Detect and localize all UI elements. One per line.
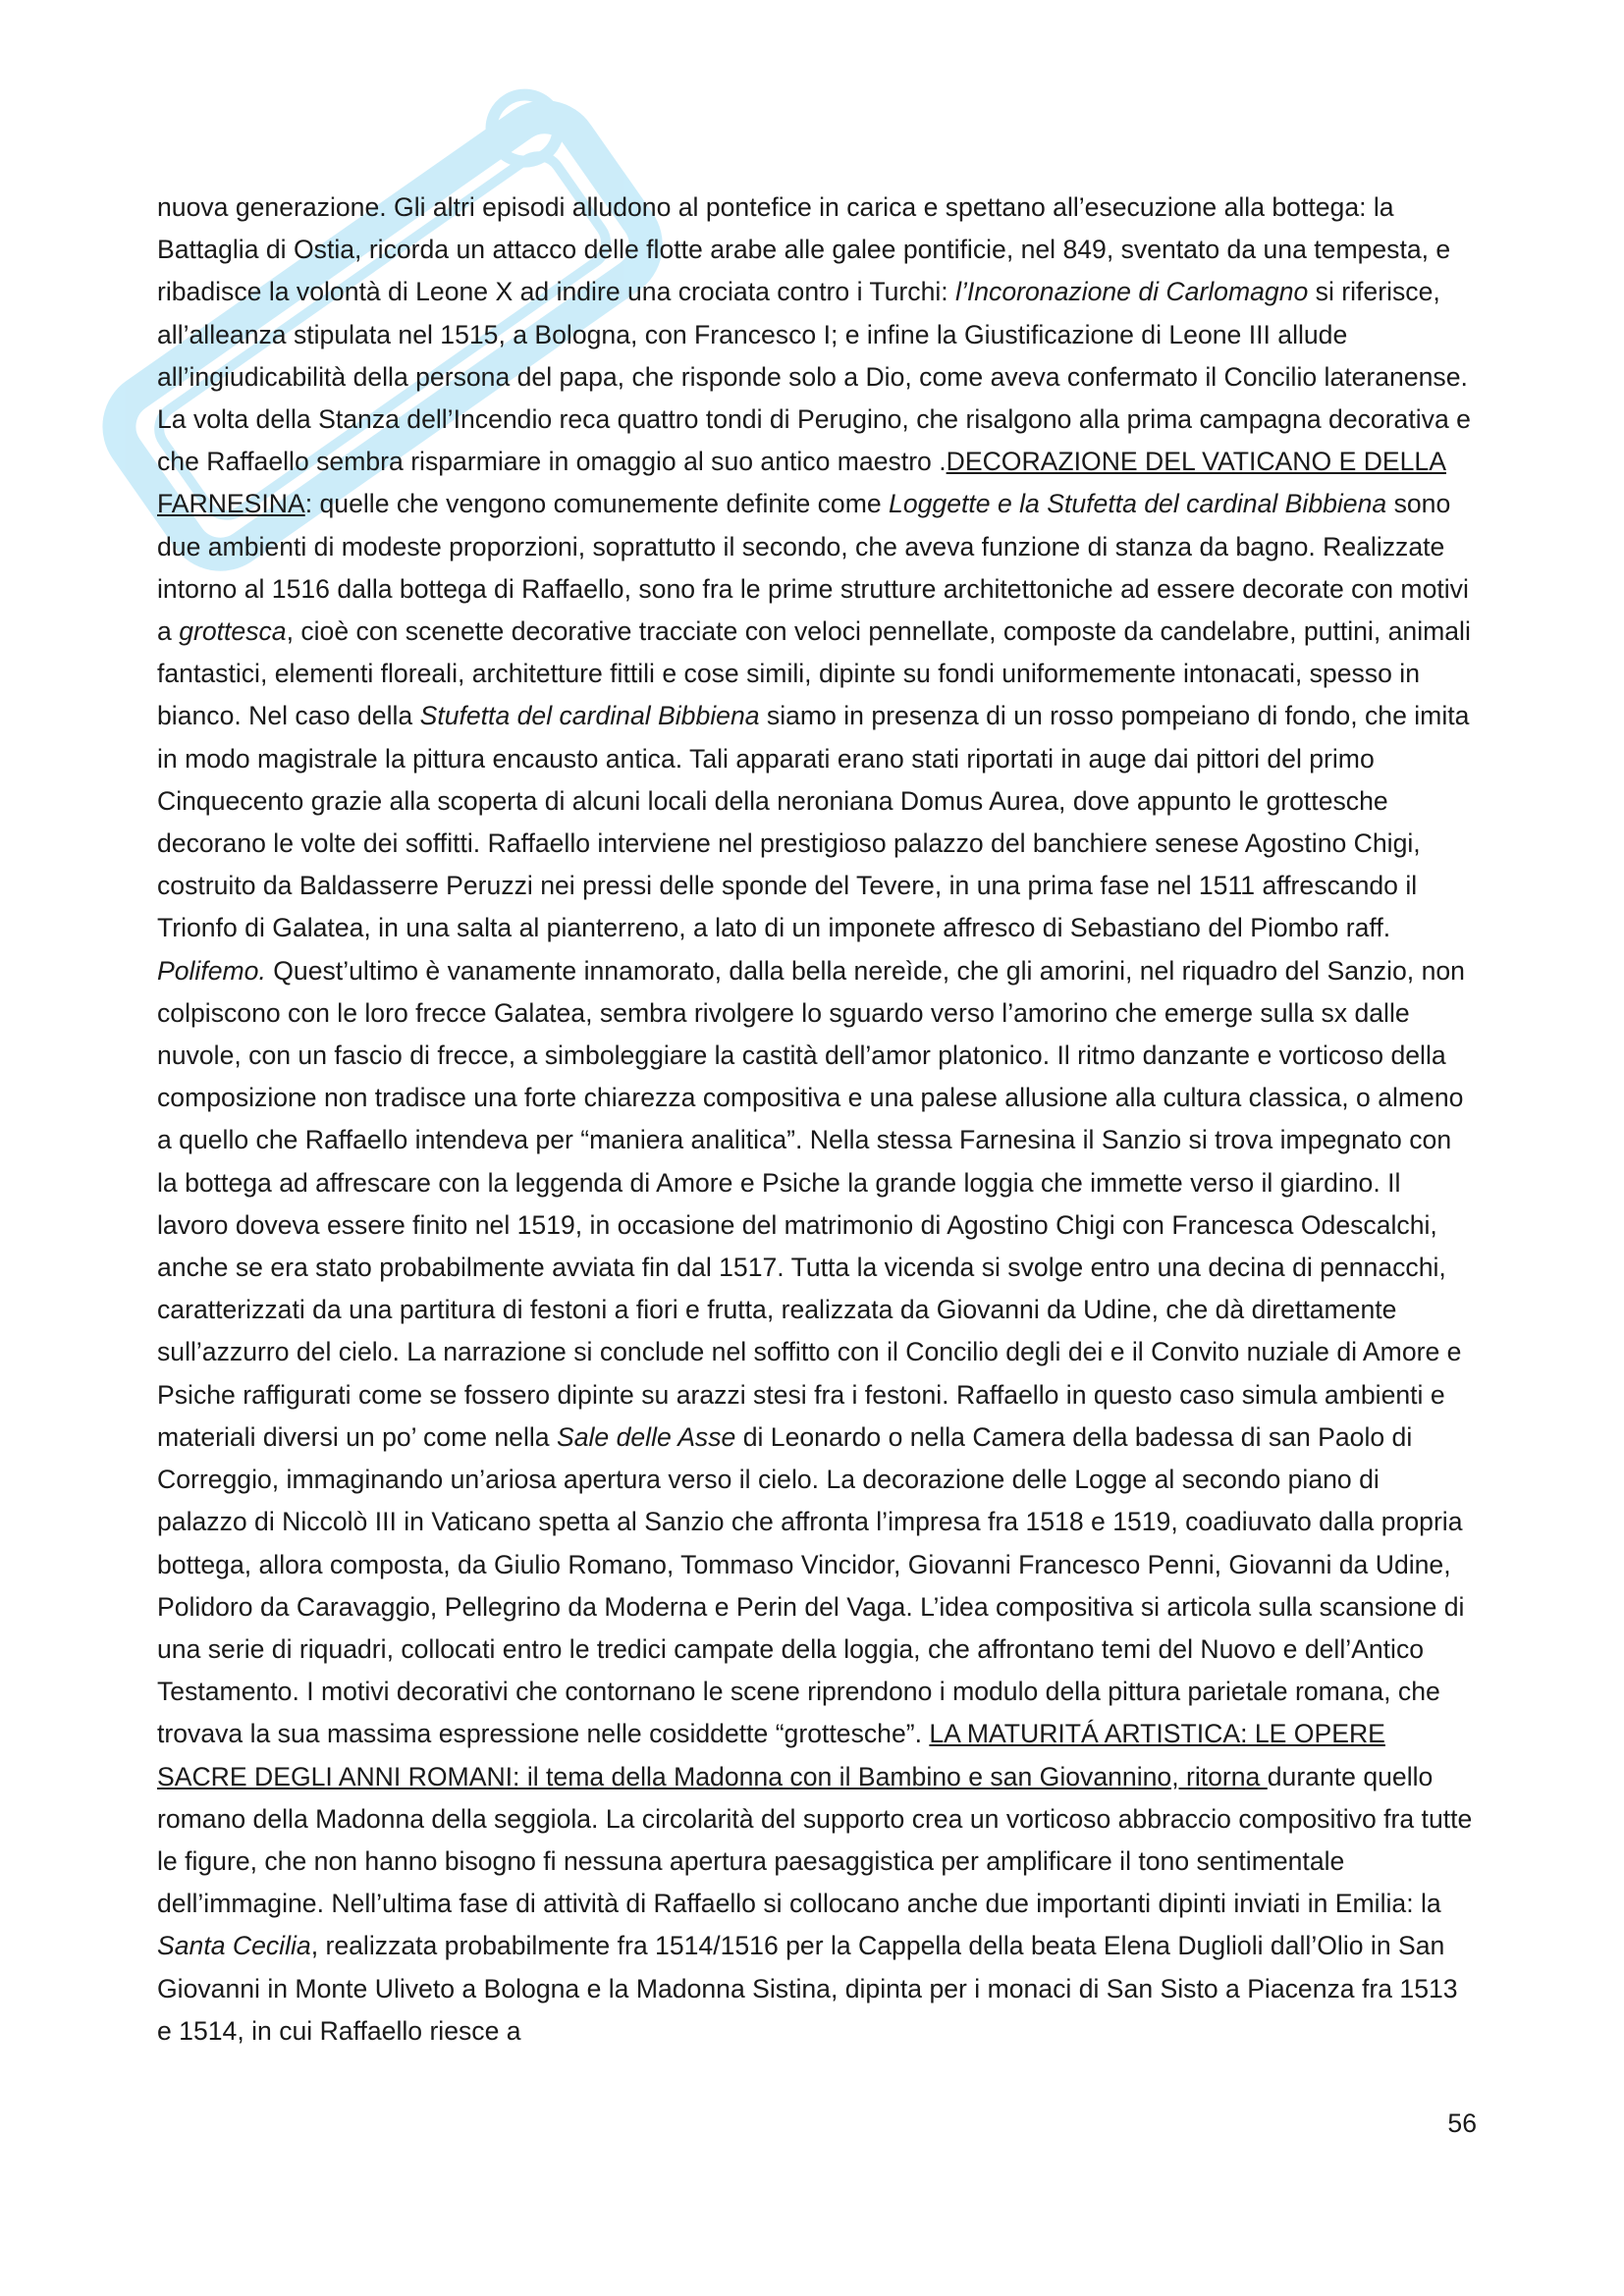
text-run: nuova generazione. Gli altri episodi alludono al pontefice in carica e spettano all’esecuzione alla bottega: la Battaglia di Ostia, ricorda un attacco delle flotte arabe alle galee pontificie, nel 849, sventato da una tempesta, e ribadisce la volontà di Leone X ad indire una crociata contro i Turchi:: [157, 192, 1451, 307]
section-heading-decorazione: DECORAZIONE DEL VATICANO E DELLA FARNESINA: [157, 447, 1446, 519]
italic-run: Stufetta del cardinal Bibbiena: [419, 701, 760, 731]
text-run: siamo in presenza di un rosso pompeiano di fondo, che imita in modo magistrale la pittura encausto antica. Tali apparati erano stati riportati in auge dai pittori del primo Cinquecento grazie alla scoperta di alcuni locali della neroniana Domus Aurea, dove appunto le grottesche decorano le volte dei soffitti. Raffaello interviene nel prestigioso palazzo del banchiere senese Agostino Chigi, costruito da Baldasserre Peruzzi nei pressi delle sponde del Tevere, in una prima fase nel 1511 affrescando il Trionfo di Galatea, in una salta al pianterreno, a lato di un imponete affresco di Sebastiano del Piombo raff.: [157, 701, 1470, 943]
page-number: 56: [1447, 2109, 1477, 2138]
section-heading-maturita: LA MATURITÁ ARTISTICA: LE OPERE SACRE DEGLI ANNI ROMANI: il tema della Madonna con il Bambino e san Giovannino, ritorna: [157, 1719, 1385, 1791]
text-run: si riferisce, all’alleanza stipulata nel 1515, a Bologna, con Francesco I; e infine la Giustificazione di Leone III allude all’ingiudicabilità della persona del papa, che risponde solo a Dio, come aveva confermato il Concilio lateranense. La volta della Stanza dell’Incendio reca quattro tondi di Perugino, che risalgono alla prima campagna decorativa e che Raffaello sembra risparmiare in omaggio al suo antico maestro .: [157, 277, 1471, 477]
page-body: [157, 187, 1473, 2053]
italic-run: Sale delle Asse: [556, 1421, 736, 1452]
text-run: di Leonardo o nella Camera della badessa di san Paolo di Correggio, immaginando un’ariosa apertura verso il cielo. La decorazione delle Logge al secondo piano di palazzo di Niccolò III in Vaticano spetta al Sanzio che affronta l’impresa fra 1518 e 1519, coadiuvato dalla propria bottega, allora composta, da Giulio Romano, Tommaso Vincidor, Giovanni Francesco Penni, Giovanni da Udine, Polidoro da Caravaggio, Pellegrino da Moderna e Perin del Vaga. L’idea compositiva si articola sulla scansione di una serie di riquadri, collocati entro le tredici campate della loggia, che affrontano temi del Nuovo e dell’Antico Testamento. I motivi decorativi che contornano le scene riprendono i modulo della pittura parietale romana, che trovava la sua massima espressione nelle cosiddette “grottesche”.: [157, 1421, 1465, 1749]
text-run: , cioè con scenette decorative tracciate con veloci pennellate, composte da candelabre, puttini, animali fantastici, elementi floreali, architetture fittili e cose simili, dipinte su fondi uniformemente intonacati, spesso in bianco. Nel caso della: [157, 616, 1471, 731]
text-run: , realizzata probabilmente fra 1514/1516 per la Cappella della beata Elena Duglioli dall’Olio in San Giovanni in Monte Uliveto a Bologna e la Madonna Sistina, dipinta per i monaci di San Sisto a Piacenza fra 1513 e 1514, in cui Raffaello riesce a: [157, 1931, 1458, 2046]
italic-run: grottesca: [179, 616, 287, 647]
italic-run: Polifemo.: [157, 955, 266, 986]
text-run: : quelle che vengono comunemente definite come: [304, 489, 890, 519]
main-paragraph: [157, 187, 1473, 2053]
italic-run: Santa Cecilia: [157, 1931, 311, 1961]
italic-run: Loggette e la Stufetta del cardinal Bibbiena: [889, 489, 1387, 519]
text-run: sono due ambienti di modeste proporzioni, soprattutto il secondo, che aveva funzione di stanza da bagno. Realizzate intorno al 1516 dalla bottega di Raffaello, sono fra le prime strutture architettoniche ad essere decorate con motivi a: [157, 489, 1469, 647]
text-run: durante quello romano della Madonna della seggiola. La circolarità del supporto crea un vorticoso abbraccio compositivo fra tutte le figure, che non hanno bisogno fi nessuna apertura paesaggistica per amplificare il tono sentimentale dell’immagine. Nell’ultima fase di attività di Raffaello si collocano anche due importanti dipinti inviati in Emilia: la: [157, 1761, 1473, 1919]
text-run: Quest’ultimo è vanamente innamorato, dalla bella nereìde, che gli amorini, nel riquadro del Sanzio, non colpiscono con le loro frecce Galatea, sembra rivolgere lo sguardo verso l’amorino che emerge sulla sx dalle nuvole, con un fascio di frecce, a simboleggiare la castità dell’amor platonico. Il ritmo danzante e vorticoso della composizione non tradisce una forte chiarezza compositiva e una palese allusione alla cultura classica, o almeno a quello che Raffaello intendeva per “maniera analitica”. Nella stessa Farnesina il Sanzio si trova impegnato con la bottega ad affrescare con la leggenda di Amore e Psiche la grande loggia che immette verso il giardino. Il lavoro doveva essere finito nel 1519, in occasione del matrimonio di Agostino Chigi con Francesca Odescalchi, anche se era stato probabilmente avviata fin dal 1517. Tutta la vicenda si svolge entro una decina di pennacchi, caratterizzati da una partitura di festoni a fiori e frutta, realizzata da Giovanni da Udine, che dà direttamente sull’azzurro del cielo. La narrazione si conclude nel soffitto con il Concilio degli dei e il Convito nuziale di Amore e Psiche raffigurati come se fossero dipinte su arazzi stesi fra i festoni. Raffaello in questo caso simula ambienti e materiali diversi un po’ come nella: [157, 955, 1465, 1452]
italic-run: l’Incoronazione di Carlomagno: [955, 277, 1309, 307]
